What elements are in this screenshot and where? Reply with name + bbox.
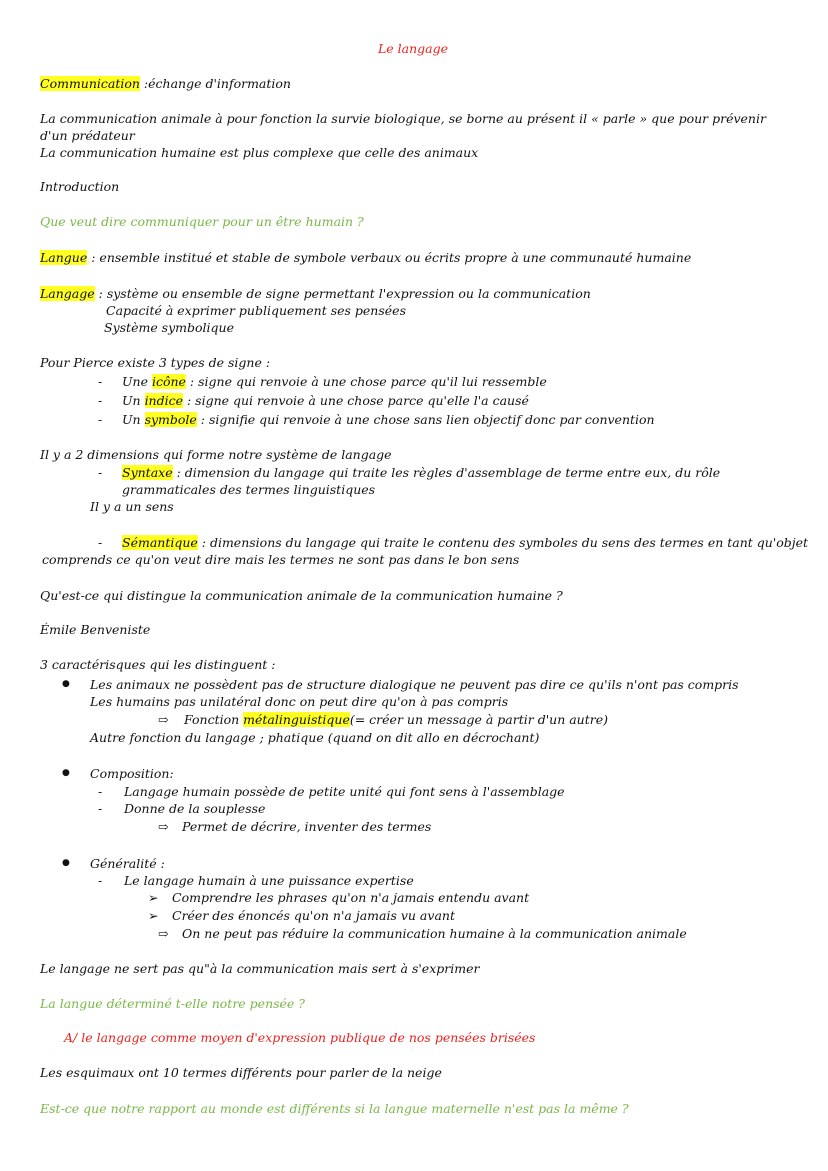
generalite-chevron-2: Créer des énoncés qu'on n'a jamais vu avant (172, 908, 455, 923)
communication-definition: Communication :échange d'information (40, 76, 291, 91)
dash-marker: - (98, 393, 103, 408)
bullet-1-line-4: Autre fonction du langage ; phatique (quand on dit allo en décrochant) (90, 730, 540, 745)
langage-line-2: Capacité à exprimer publiquement ses pensées (106, 303, 406, 318)
highlight-term: métalinguistique (243, 712, 350, 727)
pierce-intro: Pour Pierce existe 3 types de signe : (40, 355, 271, 370)
sign-icone: Une icône : signe qui renvoie à une chose parce qu'il lui ressemble (122, 374, 547, 389)
highlight-term: Syntaxe (122, 465, 173, 480)
composition-title: Composition: (90, 766, 174, 781)
syntaxe-line-2: grammaticales des termes linguistiques (122, 482, 376, 497)
bullet-marker: ● (62, 858, 70, 868)
dash-marker: - (98, 873, 103, 888)
highlight-term: Sémantique (122, 535, 198, 550)
dash-marker: - (98, 535, 103, 550)
dimensions-intro: Il y a 2 dimensions qui forme notre système de langage (40, 447, 392, 462)
generalite-arrow: On ne peut pas réduire la communication humaine à la communication animale (182, 926, 687, 941)
highlight-term: icône (151, 374, 186, 389)
arrow-marker: ⇨ (158, 712, 169, 727)
paragraph-esquimaux: Les esquimaux ont 10 termes différents pour parler de la neige (40, 1065, 442, 1080)
sign-indice: Un indice : signe qui renvoie à une chose parce qu'elle l'a causé (122, 393, 529, 408)
composition-arrow: Permet de décrire, inventer des termes (182, 819, 432, 834)
question-2: Qu'est-ce qui distingue la communication animale de la communication humaine ? (40, 588, 563, 603)
question-1: Que veut dire communiquer pour un être humain ? (40, 214, 364, 229)
arrow-marker: ⇨ (158, 819, 169, 834)
highlight-term: Communication (40, 76, 140, 91)
chevron-marker: ➢ (148, 908, 159, 923)
paragraph-animal-cont: d'un prédateur (40, 128, 135, 143)
dash-marker: - (98, 784, 103, 799)
bullet-1-line-1: Les animaux ne possèdent pas de structure dialogique ne peuvent pas dire ce qu'ils n'ont pas compris (90, 677, 739, 692)
composition-dash-2: Donne de la souplesse (124, 801, 266, 816)
langage-definition: Langage : système ou ensemble de signe permettant l'expression ou la communication (40, 286, 591, 301)
page-title: Le langage (378, 41, 449, 56)
bullet-marker: ● (62, 679, 70, 689)
highlight-term: symbole (144, 412, 197, 427)
arrow-marker: ⇨ (158, 926, 169, 941)
paragraph-animal: La communication animale à pour fonction la survie biologique, se borne au présent il « parle » que pour prévenir (40, 111, 766, 126)
bullet-marker: ● (62, 768, 70, 778)
generalite-dash-1: Le langage humain à une puissance expertise (124, 873, 414, 888)
syntaxe-definition: Syntaxe : dimension du langage qui traite les règles d'assemblage de terme entre eux, du rôle (122, 465, 721, 480)
langue-definition: Langue : ensemble institué et stable de symbole verbaux ou écrits propre à une communauté humaine (40, 250, 692, 265)
highlight-term: Langue (40, 250, 88, 265)
generalite-title: Généralité : (90, 856, 165, 871)
section-heading-a: A/ le langage comme moyen d'expression publique de nos pensées brisées (64, 1030, 536, 1045)
bullet-1-line-2: Les humains pas unilatéral donc on peut dire qu'on à pas compris (90, 694, 509, 709)
section-introduction: Introduction (40, 179, 120, 194)
three-characteristics: 3 caractérisques qui les distinguent : (40, 657, 276, 672)
dash-marker: - (98, 801, 103, 816)
dash-marker: - (98, 412, 103, 427)
paragraph-human: La communication humaine est plus complexe que celle des animaux (40, 145, 479, 160)
paragraph-expression: Le langage ne sert pas qu"à la communication mais sert à s'exprimer (40, 961, 480, 976)
dash-marker: - (98, 374, 103, 389)
chevron-marker: ➢ (148, 890, 159, 905)
highlight-term: indice (144, 393, 184, 408)
metalinguistique-line: Fonction métalinguistique(= créer un message à partir d'un autre) (184, 712, 608, 727)
composition-dash-1: Langage humain possède de petite unité qui font sens à l'assemblage (124, 784, 565, 799)
semantique-definition: Sémantique : dimensions du langage qui traite le contenu des symboles du sens des termes en tant qu'objet (122, 535, 809, 550)
author-name: Émile Benveniste (40, 622, 151, 637)
semantique-line-2: comprends ce qu'on veut dire mais les termes ne sont pas dans le bon sens (42, 552, 520, 567)
highlight-term: Langage (40, 286, 95, 301)
generalite-chevron-1: Comprendre les phrases qu'on n'a jamais entendu avant (172, 890, 530, 905)
langage-line-3: Système symbolique (104, 320, 234, 335)
sign-symbole: Un symbole : signifie qui renvoie à une chose sans lien objectif donc par convention (122, 412, 655, 427)
question-3: La langue déterminé t-elle notre pensée ? (40, 996, 306, 1011)
dash-marker: - (98, 465, 103, 480)
sens-line: Il y a un sens (90, 499, 174, 514)
question-4: Est-ce que notre rapport au monde est différents si la langue maternelle n'est pas la même ? (40, 1101, 629, 1116)
